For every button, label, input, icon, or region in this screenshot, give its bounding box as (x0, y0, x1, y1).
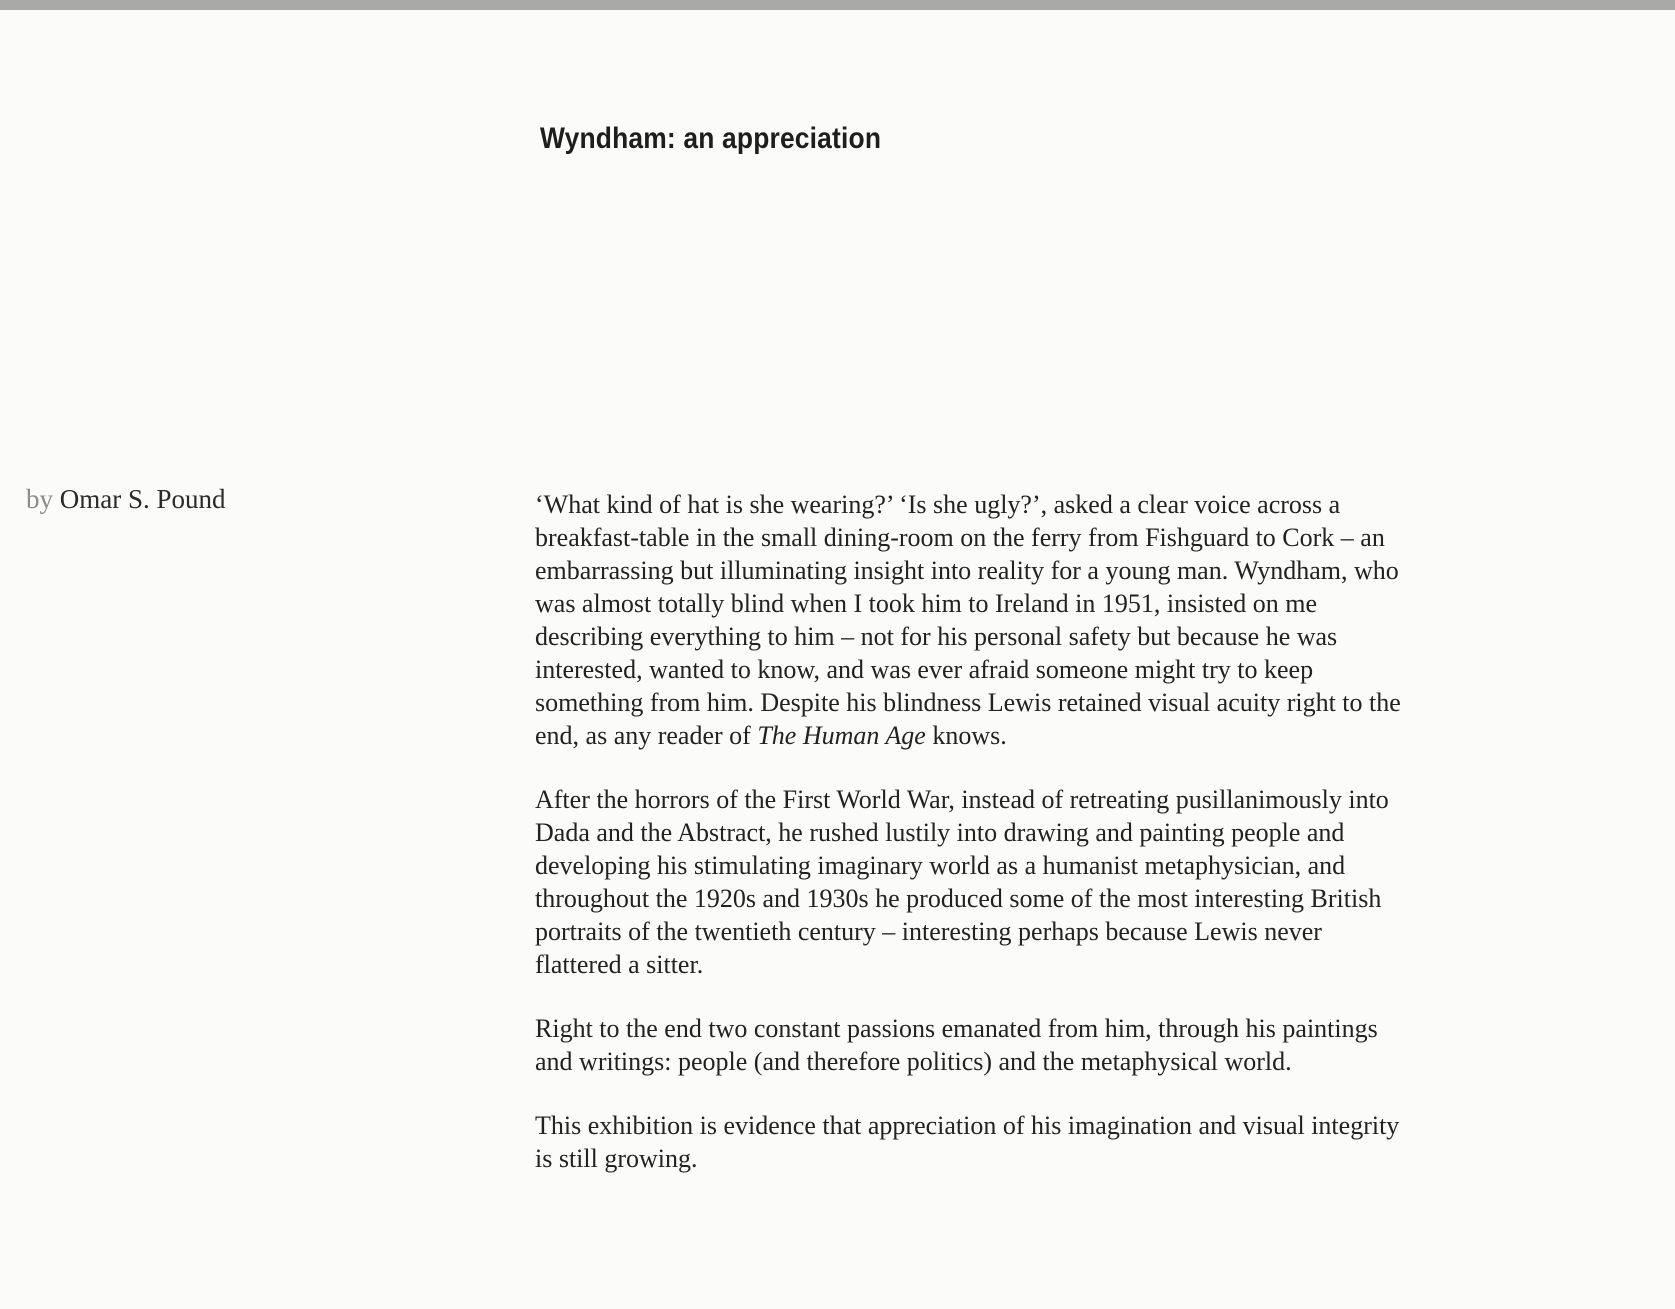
paragraph-line: breakfast-table in the small dining-room on the ferry from Fishguard to Cork – an (535, 523, 1385, 552)
byline-author: Omar S. Pound (59, 484, 226, 514)
paragraph-line: is still growing. (535, 1144, 698, 1173)
line-text: knows. (925, 721, 1007, 750)
line-text: end, as any reader of (535, 721, 758, 750)
paragraph-line: interested, wanted to know, and was ever afraid someone might try to keep (535, 655, 1314, 684)
paragraph-line (535, 719, 1515, 752)
paragraph-line: something from him. Despite his blindness Lewis retained visual acuity right to the (535, 688, 1401, 717)
byline (26, 484, 226, 515)
page-title: Wyndham: an appreciation (540, 122, 882, 155)
page-top-edge (0, 0, 1675, 10)
paragraph-line: After the horrors of the First World War, instead of retreating pusillanimously into (535, 785, 1389, 814)
paragraph-line: flattered a sitter. (535, 950, 704, 979)
paragraph-line: describing everything to him – not for his personal safety but because he was (535, 622, 1338, 651)
paragraph-line: throughout the 1920s and 1930s he produced some of the most interesting British (535, 884, 1382, 913)
paragraph-3 (535, 1012, 1515, 1078)
paragraph-line: embarrassing but illuminating insight into reality for a young man. Wyndham, who (535, 556, 1399, 585)
book-title-italic: The Human Age (757, 721, 926, 750)
paragraph-line: and writings: people (and therefore politics) and the metaphysical world. (535, 1047, 1292, 1076)
paragraph-4 (535, 1109, 1515, 1175)
document-page (0, 10, 1675, 1309)
paragraph-line: Right to the end two constant passions emanated from him, through his paintings (535, 1014, 1378, 1043)
article-body (535, 488, 1515, 1206)
paragraph-line: was almost totally blind when I took him to Ireland in 1951, insisted on me (535, 589, 1318, 618)
paragraph-line: Dada and the Abstract, he rushed lustily into drawing and painting people and (535, 818, 1345, 847)
paragraph-line: This exhibition is evidence that appreciation of his imagination and visual integrity (535, 1111, 1400, 1140)
paragraph-line: portraits of the twentieth century – interesting perhaps because Lewis never (535, 917, 1322, 946)
byline-prefix: by (26, 484, 53, 514)
paragraph-1 (535, 488, 1515, 752)
paragraph-2 (535, 783, 1515, 981)
paragraph-line: ‘What kind of hat is she wearing?’ ‘Is she ugly?’, asked a clear voice across a (535, 490, 1341, 519)
paragraph-line: developing his stimulating imaginary world as a humanist metaphysician, and (535, 851, 1346, 880)
